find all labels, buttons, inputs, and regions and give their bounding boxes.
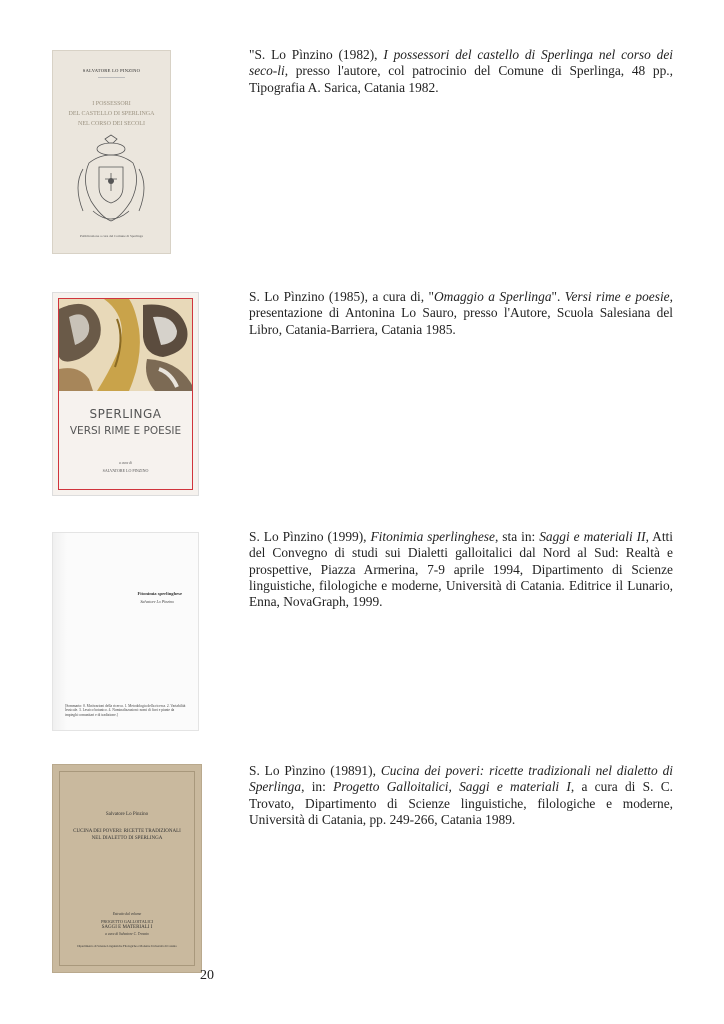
page-number: 20: [200, 968, 214, 983]
coat-of-arms-icon: [53, 51, 170, 253]
cover-series: PROGETTO GALLOITALICI: [101, 919, 153, 924]
citation-middle: ".: [551, 289, 565, 304]
citation-title: Cucina dei poveri: ricette tradizionali nel dialetto di Sperlinga: [249, 763, 673, 795]
cover-inner-border: [59, 771, 195, 966]
cover-footnote: [Sommario: 0. Motivazioni della ricerca. 1. Metodologia della ricerca. 2. Variabilità lessicale. 3. Lessico botanico. 4. Nominalizzazioni: nomi di fiori e piante da impieghi comunitari e di tradizione.]: [65, 704, 186, 717]
cover-title-line-2: DEL CASTELLO DI SPERLINGA: [68, 111, 155, 117]
citation-3: [249, 529, 673, 610]
cover-editor: SALVATORE LO PINZINO: [102, 468, 149, 473]
book-cover-4: [52, 764, 202, 973]
citation-prefix: "S. Lo Pìnzino (1982),: [249, 47, 384, 62]
book-cover-1: [52, 50, 171, 254]
citation-2: [249, 289, 673, 338]
book-cover-3: [52, 532, 199, 731]
cover-footer: Pubblicazione a cura del Comune di Sperlinga: [80, 234, 143, 238]
citation-suffix: , a cura di S. C. Trovato, Dipartimento di Scienze linguistiche, filologiche e moderne, Università di Catania, pp. 249-266, Catania 1989.: [249, 779, 673, 827]
citation-middle: , sta in:: [494, 529, 540, 544]
citation-1: [249, 47, 673, 96]
citation-middle: , in:: [301, 779, 334, 795]
citation-prefix: S. Lo Pìnzino (1999),: [249, 529, 371, 544]
cover-volume: SAGGI E MATERIALI I: [101, 925, 153, 930]
cover-author: SALVATORE LO PINZINO: [82, 68, 141, 73]
citation-title: Omaggio a Sperlinga: [434, 289, 552, 304]
citation-prefix: S. Lo Pìnzino (19891),: [249, 763, 381, 778]
citation-title: I possessori del castello di Sperlinga nel corso dei seco-li: [249, 47, 673, 79]
citation-4: [249, 763, 673, 828]
citation-suffix: , Atti del Convegno di studi sui Dialetti galloitalici dal Nord al Sud: Realtà e prospettive, Piazza Armerina, 7-9 aprile 1994, Dipartimento di Scienze linguistiche, filologiche e moderne, Università di Catania. Editrice il Lunario, Enna, NovaGraph, 1999.: [249, 529, 673, 610]
cover-editor-label: a cura di: [119, 461, 132, 465]
cover-author: Salvatore Lo Pìnzino: [140, 599, 174, 604]
cover-extract-label: Estratto dal volume: [112, 912, 142, 916]
citation-title-2: Progetto Galloitalici, Saggi e materiali I: [333, 779, 571, 795]
cover-title-line-1: I POSSESSORI: [92, 101, 131, 107]
book-cover-2: [52, 292, 199, 496]
cover-spine-shadow: [53, 533, 67, 730]
cover-title-line-1: CUCINA DEI POVERI: RICETTE TRADIZIONALI: [73, 829, 181, 834]
cover-title-line-2: NEL DIALETTO DI SPERLINGA: [91, 836, 163, 841]
cover-title: Fitonimia sperlinghese: [137, 591, 182, 596]
citation-suffix: , presentazione di Antonina Lo Sauro, presso l'Autore, Scuola Salesiana del Libro, Catania-Barriera, Catania 1985.: [249, 289, 673, 337]
citation-title-2: Versi rime e poesie: [564, 289, 670, 304]
citation-title-2: Saggi e materiali II: [539, 529, 646, 544]
cover-publisher: Dipartimento di Scienze Linguistiche Filologiche e Moderne Università di Catania: [77, 944, 177, 948]
cover-title-line-3: NEL CORSO DEI SECOLI: [78, 121, 145, 127]
cover-painting: [59, 299, 192, 391]
citation-suffix: , presso l'autore, col patrocinio del Comune di Sperlinga, 48 pp., Tipografia A. Sarica, Catania 1982.: [249, 63, 673, 95]
cover-author: Salvatore Lo Pinzino: [105, 812, 149, 817]
cover-title-line-1: SPERLINGA: [89, 407, 162, 421]
cover-title-line-2: VERSI RIME E POESIE: [69, 425, 182, 437]
cover-curator: a cura di Salvatore C. Trovato: [105, 932, 149, 936]
citation-prefix: S. Lo Pìnzino (1985), a cura di, ": [249, 289, 434, 304]
citation-title: Fitonimia sperlinghese: [370, 529, 495, 544]
